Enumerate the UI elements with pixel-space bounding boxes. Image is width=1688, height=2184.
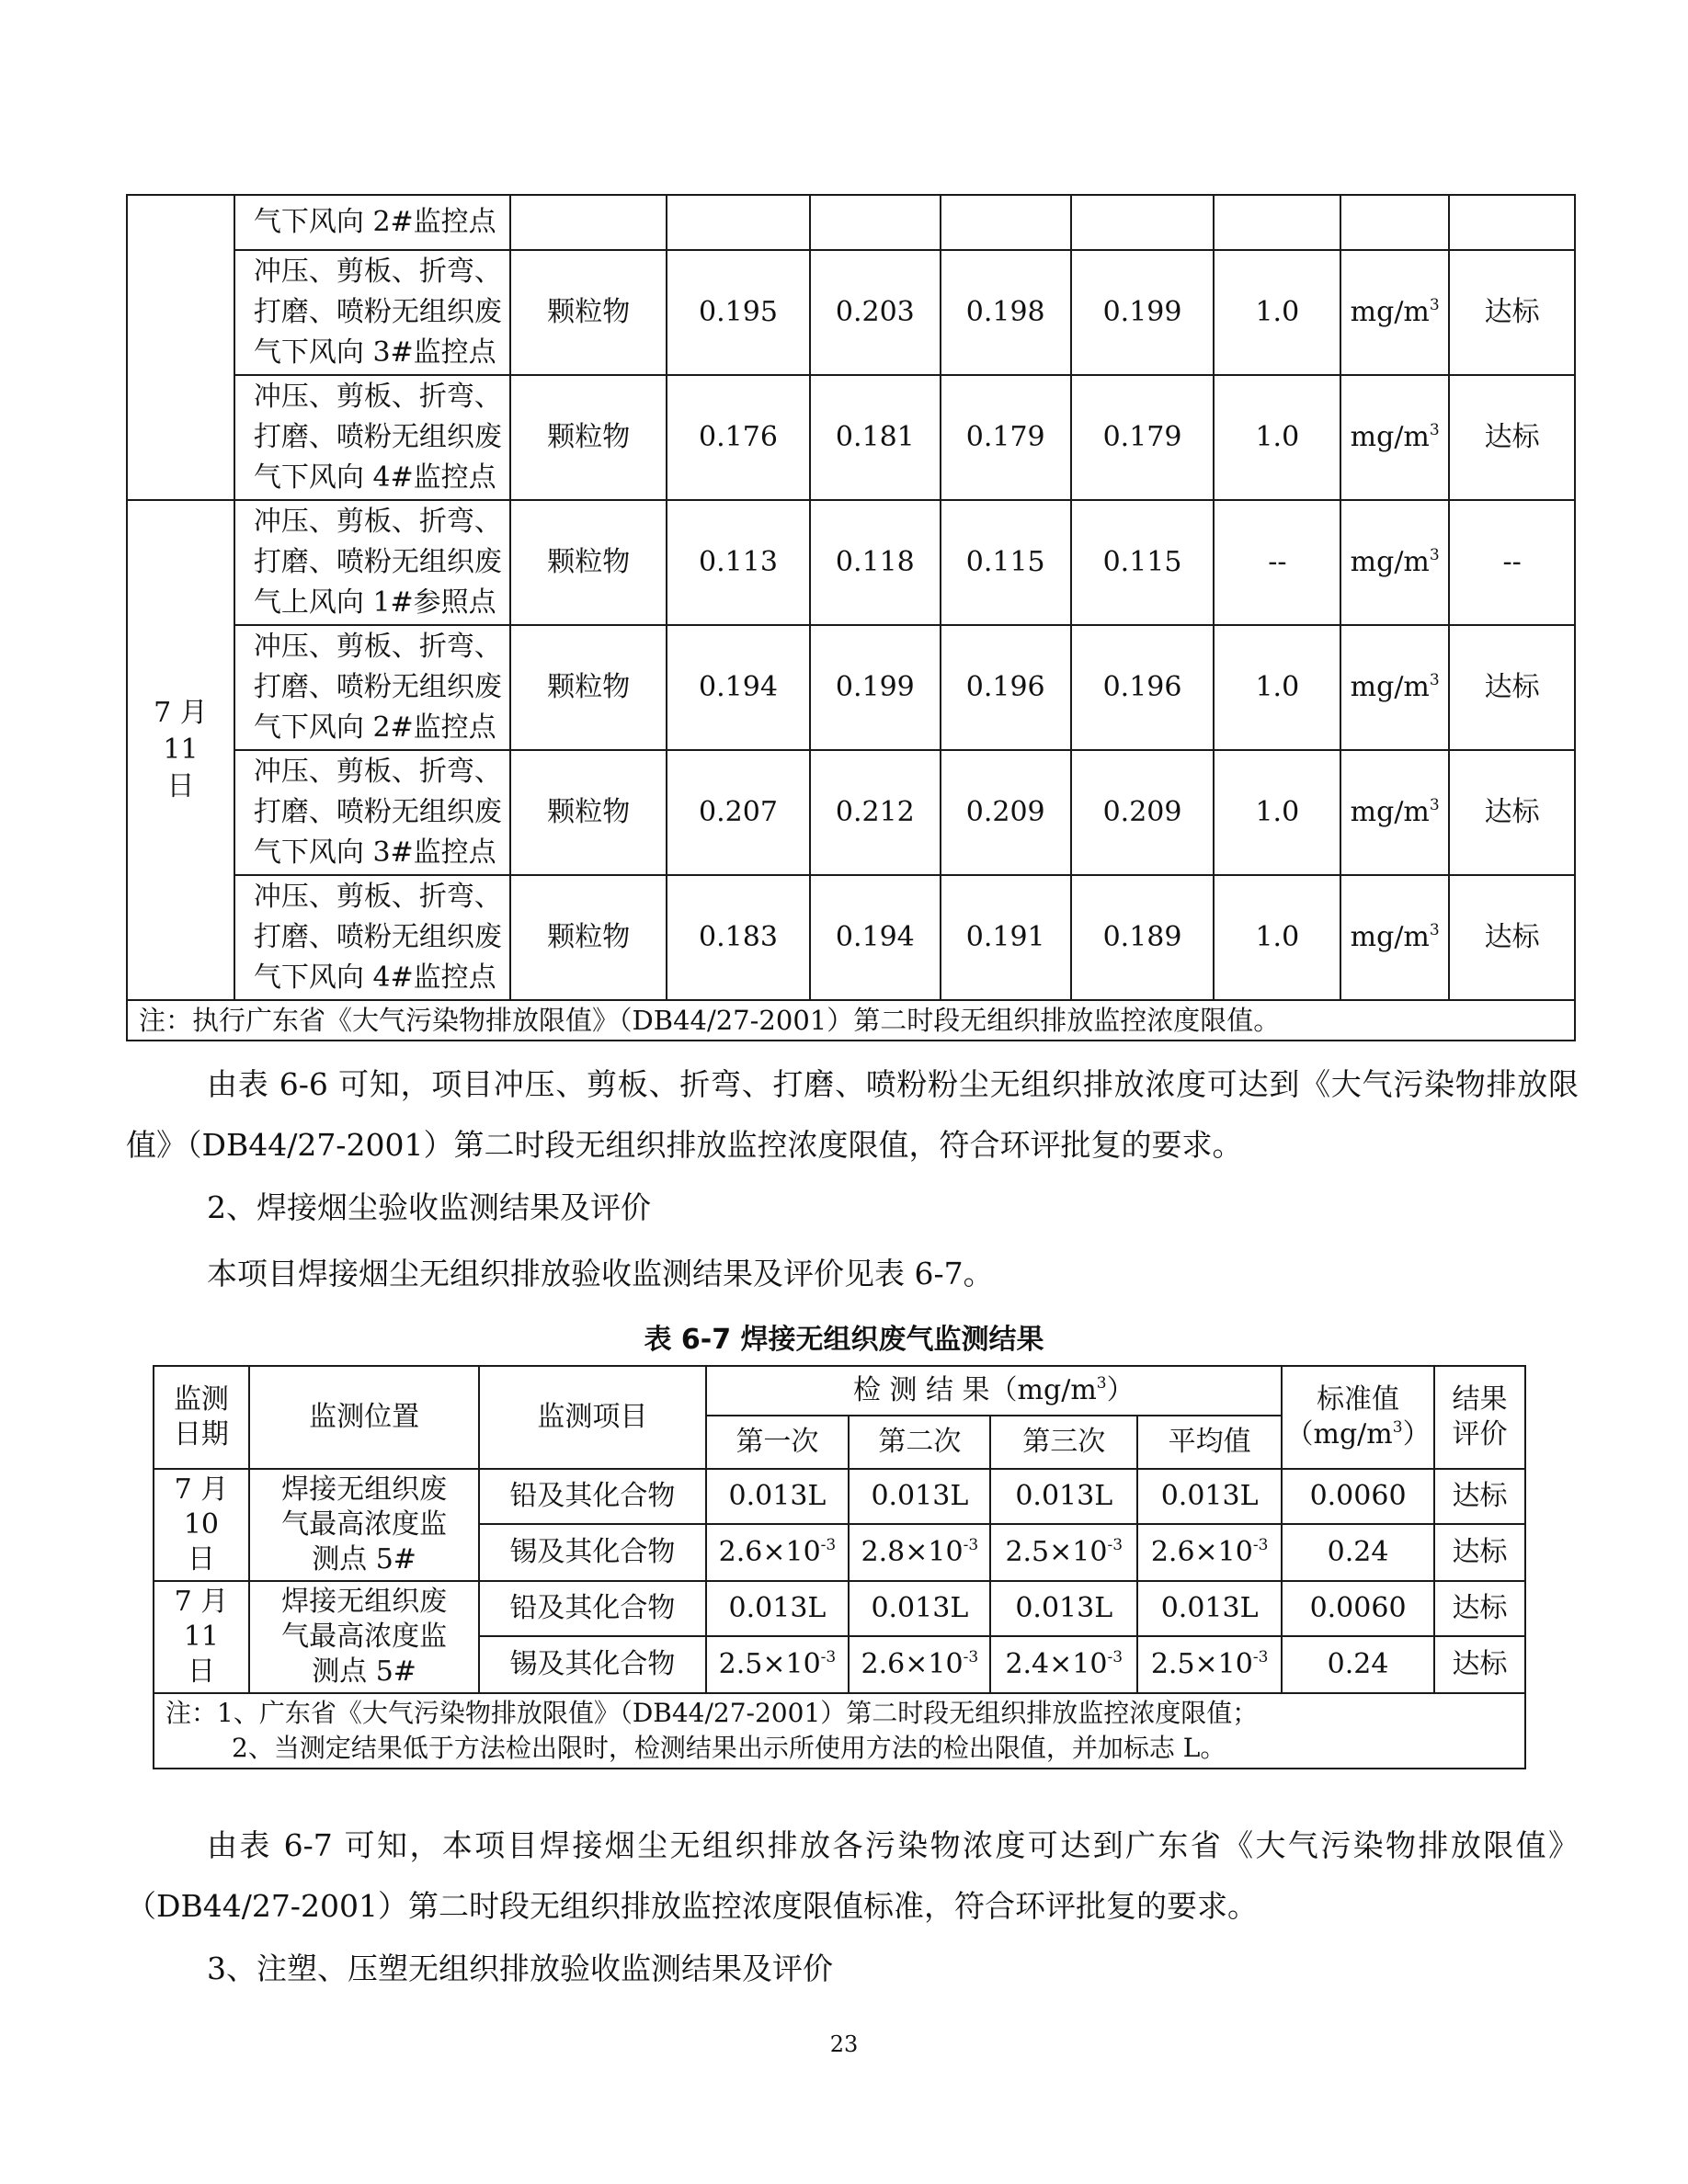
location-cell: 冲压、剪板、折弯、打磨、喷粉无组织废气下风向 3#监控点 — [234, 750, 510, 875]
location-cell: 冲压、剪板、折弯、打磨、喷粉无组织废气下风向 3#监控点 — [234, 250, 510, 375]
unit-cell: $mg/m^3$ — [1340, 250, 1449, 375]
location-cell: 焊接无组织废气最高浓度监测点 5# — [249, 1469, 479, 1581]
location-cell: 冲压、剪板、折弯、打磨、喷粉无组织废气上风向 1#参照点 — [234, 500, 510, 625]
col-header-third: 第三次 — [990, 1416, 1137, 1469]
col-header-average: 平均值 — [1137, 1416, 1282, 1469]
date-cell: 7 月 11 日 — [127, 500, 234, 1000]
item-cell: 锡及其化合物 — [479, 1636, 705, 1693]
col-header-first: 第一次 — [706, 1416, 850, 1469]
table-caption: 表 6-7 焊接无组织废气监测结果 — [644, 1324, 1044, 1356]
paragraph: 由表 6-7 可知，本项目焊接烟尘无组织排放各污染物浓度可达到广东省《大气污染物排放限值》（DB44/27-2001）第二时段无组织排放监控浓度限值标准，符合环评批复的要求。 — [126, 1827, 1579, 1924]
date-cell — [127, 195, 234, 500]
evaluation-cell: 达标 — [1449, 250, 1575, 375]
location-cell: 焊接无组织废气最高浓度监测点 5# — [249, 1581, 479, 1693]
table-row: 锡及其化合物 $2.5\times 10^{-3}$ $2.6\times 10^{-3}$ $2.4\times 10^{-3}$ $2.5\times 10^{-3}$ 0.24 达标 — [154, 1636, 1525, 1693]
section-heading: 3、注塑、压塑无组织排放验收监测结果及评价 — [207, 1951, 833, 1986]
table-note-row — [154, 1693, 1525, 1769]
item-cell: 锡及其化合物 — [479, 1524, 705, 1581]
table-row: 7 月 11 日 焊接无组织废气最高浓度监测点 5# 铅及其化合物 0.013L 0.013L 0.013L 0.013L 0.0060 达标 — [154, 1581, 1525, 1636]
table-row: 7 月 11 日 冲压、剪板、折弯、打磨、喷粉无组织废气上风向 1#参照点 颗粒物 0.113 0.118 0.115 0.115 -- $mg/m^3$ -- — [127, 500, 1575, 625]
table-note: 注：执行广东省《大气污染物排放限值》（DB44/27-2001）第二时段无组织排放监控浓度限值。 — [127, 1000, 1575, 1041]
table-note: 注：1、广东省《大气污染物排放限值》（DB44/27-2001）第二时段无组织排放监控浓度限值； 2、当测定结果低于方法检出限时，检测结果出示所使用方法的检出限值，并加标志 L。 — [154, 1693, 1525, 1769]
col-header-results: 检 测 结 果$(mg/m^3)$ — [706, 1366, 1283, 1416]
table-row: 锡及其化合物 $2.6\times 10^{-3}$ $2.8\times 10^{-3}$ $2.5\times 10^{-3}$ $2.6\times 10^{-3}$ 0.24 达标 — [154, 1524, 1525, 1581]
table-row: 冲压、剪板、折弯、打磨、喷粉无组织废气下风向 2#监控点 颗粒物 0.194 0.199 0.196 0.196 1.0 $mg/m^3$ 达标 — [127, 625, 1575, 750]
item-cell: 铅及其化合物 — [479, 1581, 705, 1636]
date-cell: 7 月 10 日 — [154, 1469, 249, 1581]
table-6-7 — [153, 1365, 1526, 1769]
location-cell: 冲压、剪板、折弯、打磨、喷粉无组织废气下风向 4#监控点 — [234, 875, 510, 1000]
location-cell: 冲压、剪板、折弯、打磨、喷粉无组织废气下风向 4#监控点 — [234, 375, 510, 500]
table-row: 冲压、剪板、折弯、打磨、喷粉无组织废气下风向 4#监控点 颗粒物 0.183 0.194 0.191 0.189 1.0 $mg/m^3$ 达标 — [127, 875, 1575, 1000]
table-row: 冲压、剪板、折弯、打磨、喷粉无组织废气下风向 4#监控点 颗粒物 0.176 0.181 0.179 0.179 1.0 $mg/m^3$ 达标 — [127, 375, 1575, 500]
col-header-location: 监测位置 — [249, 1366, 479, 1469]
paragraph: 由表 6-6 可知，项目冲压、剪板、折弯、打磨、喷粉粉尘无组织排放浓度可达到《大气污染物排放限值》（DB44/27-2001）第二时段无组织排放监控浓度限值，符合环评批复的要求。 — [126, 1066, 1579, 1163]
col-header-evaluation: 结果评价 — [1434, 1366, 1525, 1469]
page-number: 23 — [829, 2031, 859, 2057]
table-6-6 — [126, 194, 1576, 1041]
table-row: 7 月 10 日 焊接无组织废气最高浓度监测点 5# 铅及其化合物 0.013L 0.013L 0.013L 0.013L 0.0060 达标 — [154, 1469, 1525, 1524]
date-cell: 7 月 11 日 — [154, 1581, 249, 1693]
table-row — [127, 195, 1575, 250]
location-cell: 气下风向 2#监控点 — [234, 195, 510, 250]
table-row: 冲压、剪板、折弯、打磨、喷粉无组织废气下风向 3#监控点 颗粒物 0.207 0.212 0.209 0.209 1.0 $mg/m^3$ 达标 — [127, 750, 1575, 875]
section-heading: 2、焊接烟尘验收监测结果及评价 — [207, 1189, 651, 1225]
item-cell: 颗粒物 — [510, 250, 667, 375]
table-row: 冲压、剪板、折弯、打磨、喷粉无组织废气下风向 3#监控点 颗粒物 0.195 0.203 0.198 0.199 1.0 $mg/m^3$ 达标 — [127, 250, 1575, 375]
paragraph: 本项目焊接烟尘无组织排放验收监测结果及评价见表 6-7。 — [207, 1256, 994, 1291]
location-cell: 冲压、剪板、折弯、打磨、喷粉无组织废气下风向 2#监控点 — [234, 625, 510, 750]
col-header-second: 第二次 — [849, 1416, 990, 1469]
table-note-row — [127, 1000, 1575, 1041]
col-header-date: 监测日期 — [154, 1366, 249, 1469]
col-header-standard: 标准值 $(mg/m^3)$ — [1282, 1366, 1434, 1469]
header-row — [154, 1366, 1525, 1416]
item-cell: 铅及其化合物 — [479, 1469, 705, 1524]
col-header-item: 监测项目 — [479, 1366, 705, 1469]
